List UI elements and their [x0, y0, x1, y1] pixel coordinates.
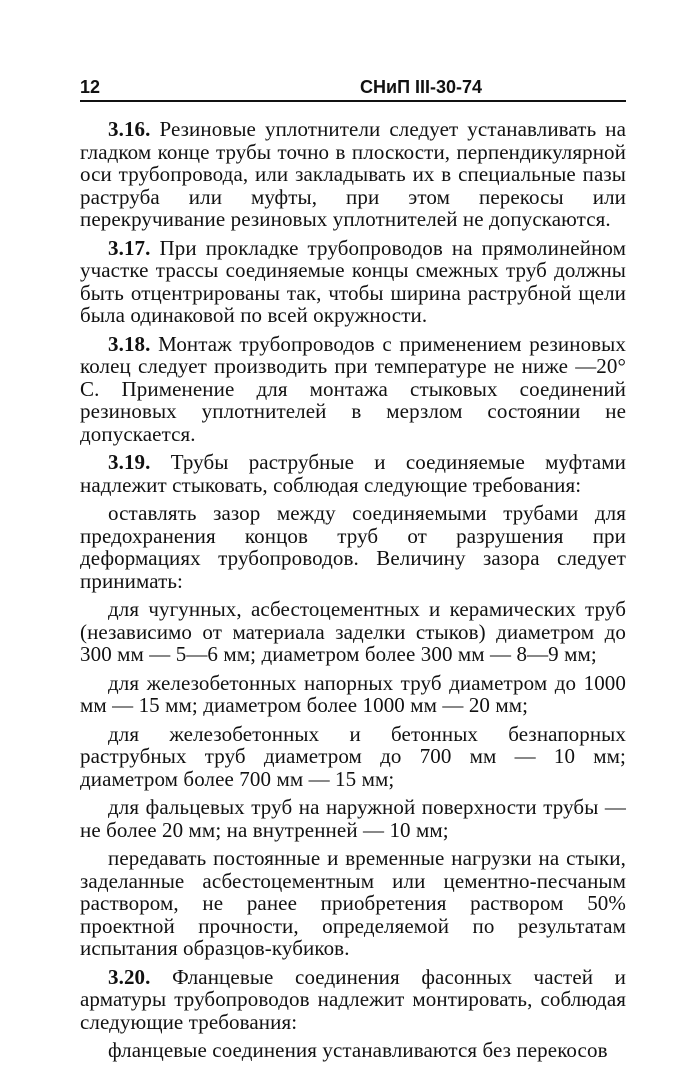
paragraph-3-20: [80, 966, 626, 1034]
paragraph-3-18: [80, 333, 626, 446]
paragraph-load-transfer: [80, 847, 626, 960]
paragraph-text: Монтаж трубопроводов с применением резиновых колец следует производить при температуре не ниже —20° С. Применение для монтажа стыковых соединений резиновых уплотнителей в мерзлом состоянии не допускается.: [80, 331, 626, 446]
page-number: 12: [80, 77, 101, 97]
paragraph-3-17: [80, 237, 626, 327]
paragraph-text: для чугунных, асбестоцементных и керамических труб (независимо от материала заделки стыков) диаметром до 300 мм — 5—6 мм; диаметром более 300 мм — 8—9 мм;: [80, 597, 626, 666]
paragraph-text: оставлять зазор между соединяемыми трубами для предохранения концов труб от разрушения при деформациях трубопроводов. Величину зазора следует принимать:: [80, 501, 626, 593]
clause-number: 3.18.: [108, 331, 151, 356]
paragraph-text: Резиновые уплотнители следует устанавливать на гладком конце трубы точно в плоскости, перпендикулярной оси трубопровода, или закладывать их в специальные пазы раструба или муфты, при этом перекосы или перекручивание резиновых уплотнителей не допускаются.: [80, 117, 626, 231]
paragraph-text: для фальцевых труб на наружной поверхности трубы — не более 20 мм; на внутренней — 10 мм;: [80, 795, 626, 842]
paragraph-text: При прокладке трубопроводов на прямолинейном участке трассы соединяемые концы смежных труб должны быть отцентрированы так, чтобы ширина раструбной щели была одинаковой по всей окружности.: [80, 235, 626, 327]
paragraph-3-19: [80, 451, 626, 496]
document-code: СНиП III-30-74: [360, 77, 483, 97]
paragraph-3-16: [80, 118, 626, 231]
paragraph-gravity-concrete-pipes: [80, 723, 626, 791]
paragraph-flange-mounting: [80, 1039, 626, 1062]
paragraph-rebate-pipes: [80, 796, 626, 841]
clause-number: 3.19.: [108, 450, 151, 474]
paragraph-text: Фланцевые соединения фасонных частей и арматуры трубопроводов надлежит монтировать, соблюдая следующие требования:: [80, 964, 626, 1034]
paragraph-text: передавать постоянные и временные нагрузки на стыки, заделанные асбестоцементным или цементно-песчаным раствором, не ранее приобретения раствором 50% проектной прочности, определяемой по результатам испытания образцов-кубиков.: [80, 846, 626, 960]
document-body: [80, 118, 626, 1068]
paragraph-text: для железобетонных и бетонных безнапорных раструбных труб диаметром до 700 мм — 10 мм; диаметром более 700 мм — 15 мм;: [80, 721, 626, 791]
clause-number: 3.20.: [108, 964, 151, 989]
paragraph-gap-requirement: [80, 502, 626, 592]
page-header: [80, 74, 626, 102]
paragraph-pressure-concrete-pipes: [80, 672, 626, 717]
clause-number: 3.16.: [108, 117, 151, 141]
paragraph-text: фланцевые соединения устанавливаются без перекосов: [108, 1038, 608, 1062]
clause-number: 3.17.: [108, 235, 151, 260]
paragraph-text: Трубы раструбные и соединяемые муфтами надлежит стыковать, соблюдая следующие требования:: [80, 450, 626, 497]
paragraph-text: для железобетонных напорных труб диаметром до 1000 мм — 15 мм; диаметром более 1000 мм — 20 мм;: [80, 670, 626, 717]
paragraph-cast-iron-pipes: [80, 598, 626, 666]
